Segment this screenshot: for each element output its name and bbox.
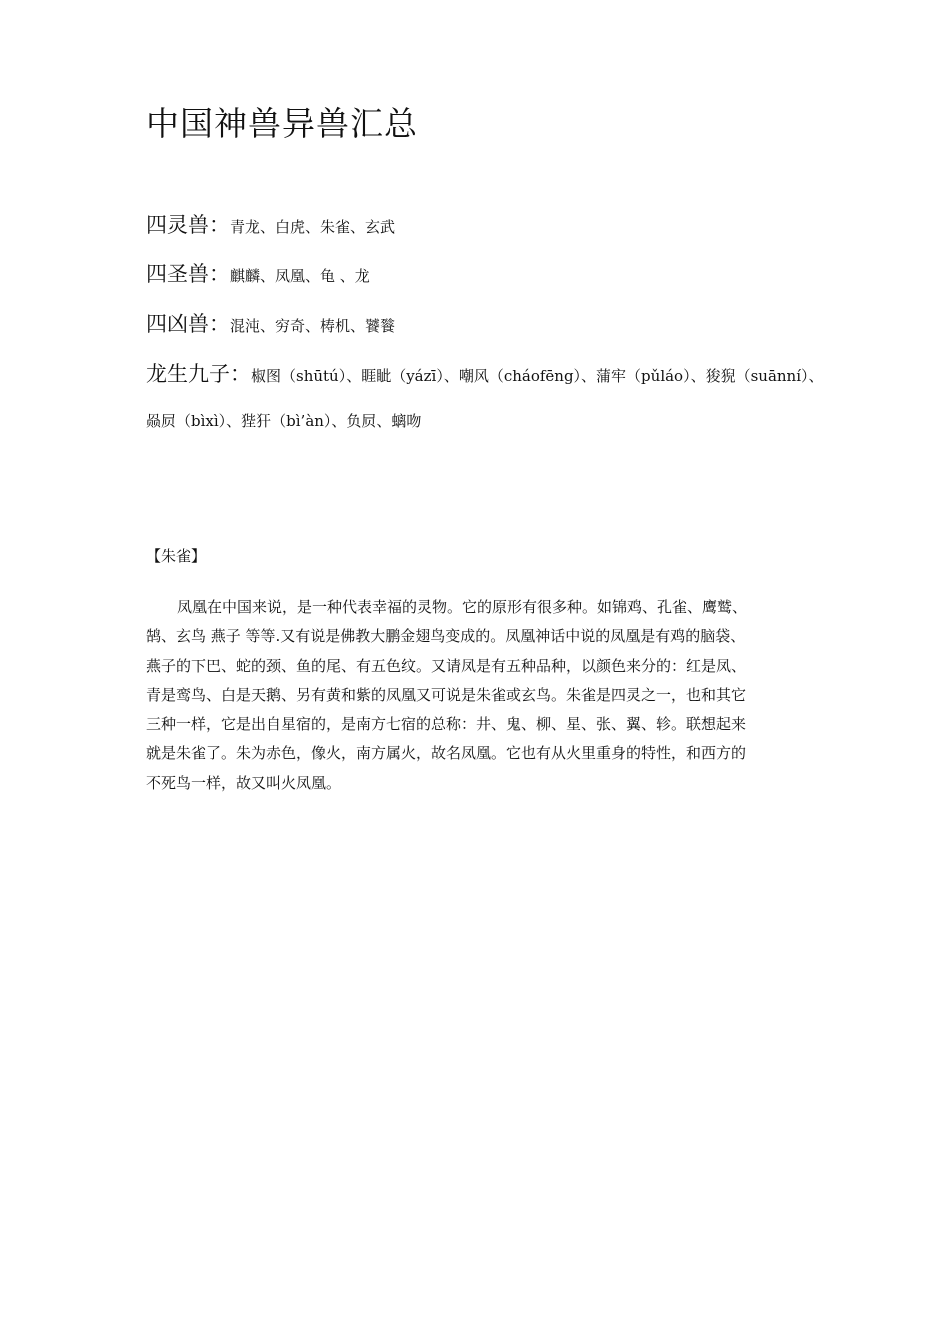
paragraph-line: 燕子的下巴、蛇的颈、鱼的尾、有五色纹。又请凤是有五种品种，以颜色来分的：红是凤、 xyxy=(146,656,747,675)
group-value: 椒图（shūtú）、睚眦（yázī）、嘲风（cháofēng）、蒲牢（pǔláo）、狻猊（suānní）、 xyxy=(251,367,824,385)
paragraph-line: 青是鸾鸟、白是天鹅、另有黄和紫的凤凰又可说是朱雀或玄鸟。朱雀是四灵之一，也和其它 xyxy=(146,685,747,704)
paragraph-line: 不死鸟一样，故又叫火凤凰。 xyxy=(146,773,342,792)
group-value: 麒麟、凤凰、龟 、龙 xyxy=(230,267,370,285)
group-value: 青龙、白虎、朱雀、玄武 xyxy=(230,218,396,236)
group-label: 四凶兽： xyxy=(146,312,230,336)
document-title: 中国神兽异兽汇总 xyxy=(146,104,418,143)
section-paragraph xyxy=(146,593,810,798)
paragraph-line: 鹄、玄鸟 燕子 等等.又有说是佛教大鹏金翅鸟变成的。凤凰神话中说的凤凰是有鸡的脑袋、 xyxy=(146,627,746,646)
section-heading: 【朱雀】 xyxy=(146,547,207,565)
nine-sons-continuation: 赑屃（bìxì）、狴犴（bì’àn）、负屃、螭吻 xyxy=(146,412,422,430)
paragraph-line: 就是朱雀了。朱为赤色，像火，南方属火，故名凤凰。它也有从火里重身的特性，和西方的 xyxy=(146,744,747,763)
four-spirit-beasts-line xyxy=(146,210,395,242)
four-holy-beasts-line xyxy=(146,259,370,291)
group-value: 混沌、穷奇、梼机、饕餮 xyxy=(230,317,396,335)
group-label: 四圣兽： xyxy=(146,262,230,286)
group-label: 四灵兽： xyxy=(146,213,230,237)
four-evil-beasts-line xyxy=(146,309,395,341)
group-label: 龙生九子： xyxy=(146,362,251,386)
paragraph-line: 凤凰在中国来说，是一种代表幸福的灵物。它的原形有很多种。如锦鸡、孔雀、鹰鹫、 xyxy=(177,598,748,616)
nine-sons-of-dragon-line xyxy=(146,359,824,391)
paragraph-line: 三种一样，它是出自星宿的，是南方七宿的总称：井、鬼、柳、星、张、翼、轸。联想起来 xyxy=(146,715,747,734)
